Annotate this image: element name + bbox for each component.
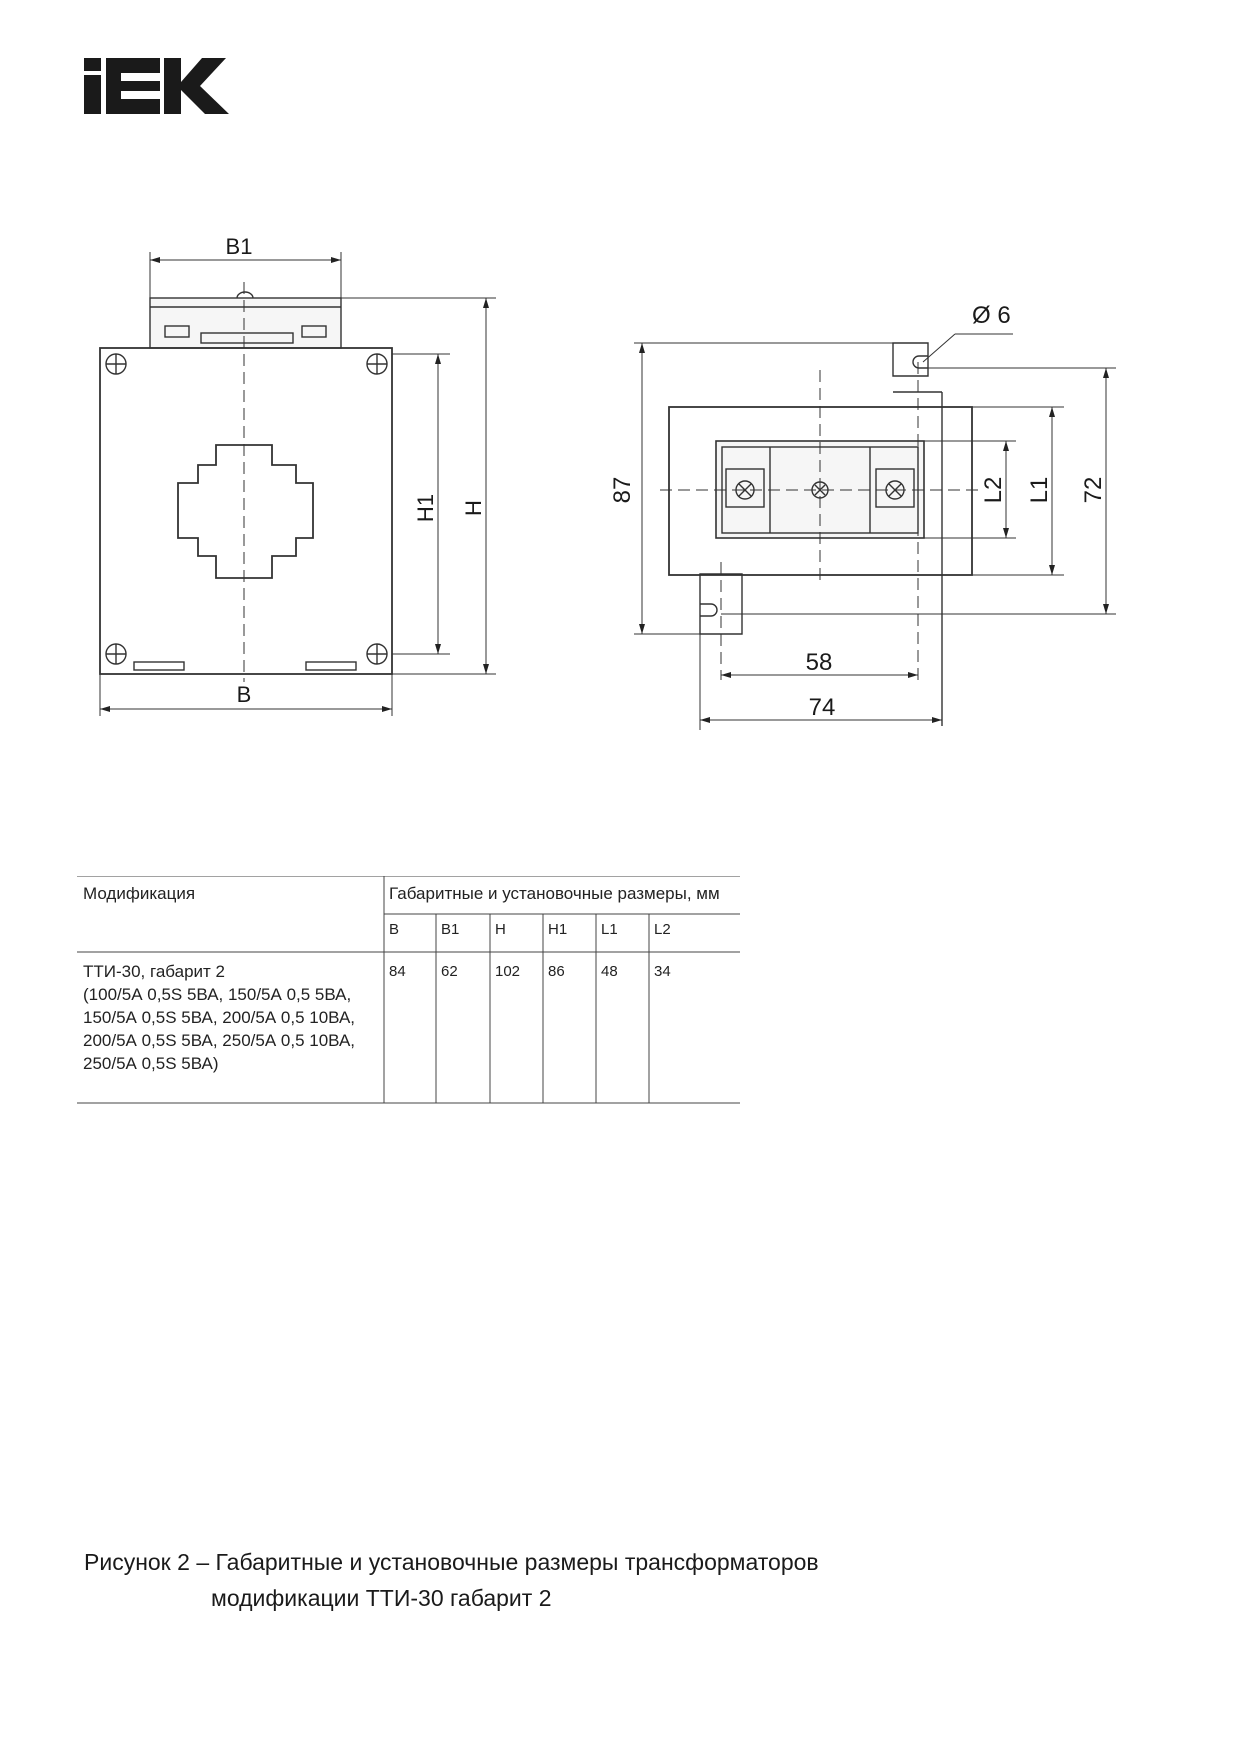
table-subheader-b1: B1 — [441, 921, 460, 938]
table-subheader-h: H — [495, 921, 506, 938]
corner-screw-br-icon — [367, 644, 387, 664]
table-row-desc-line: 200/5А 0,5S 5ВА, 250/5А 0,5 10ВА, — [83, 1031, 356, 1050]
table-row-desc-line: (100/5А 0,5S 5ВА, 150/5А 0,5 5ВА, — [83, 985, 352, 1004]
hole-label: Ø 6 — [972, 302, 1011, 329]
dim-label-b1: B1 — [225, 234, 253, 259]
table-cell-b1: 62 — [441, 963, 458, 980]
table-cell-h: 102 — [495, 963, 521, 980]
table-subheader-l1: L1 — [601, 921, 618, 938]
table-row-desc-line: 150/5А 0,5S 5ВА, 200/5А 0,5 10ВА, — [83, 1008, 356, 1027]
dim-label-l2: L2 — [980, 476, 1007, 504]
table-header-modification: Модификация — [83, 884, 196, 903]
table-cell-h1: 86 — [548, 963, 565, 980]
figure-caption-line-1: Рисунок 2 – Габаритные и установочные размеры трансформаторов — [84, 1549, 819, 1575]
figure-caption-line-2: модификации ТТИ-30 габарит 2 — [211, 1585, 552, 1611]
dim-label-h1: H1 — [413, 493, 438, 523]
table-row-desc-line: 250/5А 0,5S 5ВА) — [83, 1054, 219, 1073]
dim-label-74: 74 — [808, 694, 836, 721]
dimensions-table — [77, 876, 741, 1104]
corner-screw-tl-icon — [106, 354, 126, 374]
corner-screw-bl-icon — [106, 644, 126, 664]
dim-label-h: H — [461, 500, 486, 516]
technical-drawing — [0, 0, 1242, 780]
dim-label-b: B — [236, 682, 252, 707]
table-header-dimensions: Габаритные и установочные размеры, мм — [389, 884, 720, 903]
dim-label-58: 58 — [805, 649, 833, 676]
table-subheader-l2: L2 — [654, 921, 671, 938]
table-cell-l1: 48 — [601, 963, 618, 980]
table-cell-b: 84 — [389, 963, 406, 980]
dim-label-72: 72 — [1080, 476, 1107, 504]
front-view — [100, 252, 496, 716]
corner-screw-tr-icon — [367, 354, 387, 374]
table-subheader-h1: H1 — [548, 921, 568, 938]
table-cell-l2: 34 — [654, 963, 671, 980]
table-row-desc-line: ТТИ-30, габарит 2 — [83, 962, 226, 981]
dim-label-l1: L1 — [1026, 476, 1053, 504]
dim-label-87: 87 — [609, 476, 636, 504]
side-view — [634, 334, 1116, 730]
table-subheader-b: B — [389, 921, 400, 938]
